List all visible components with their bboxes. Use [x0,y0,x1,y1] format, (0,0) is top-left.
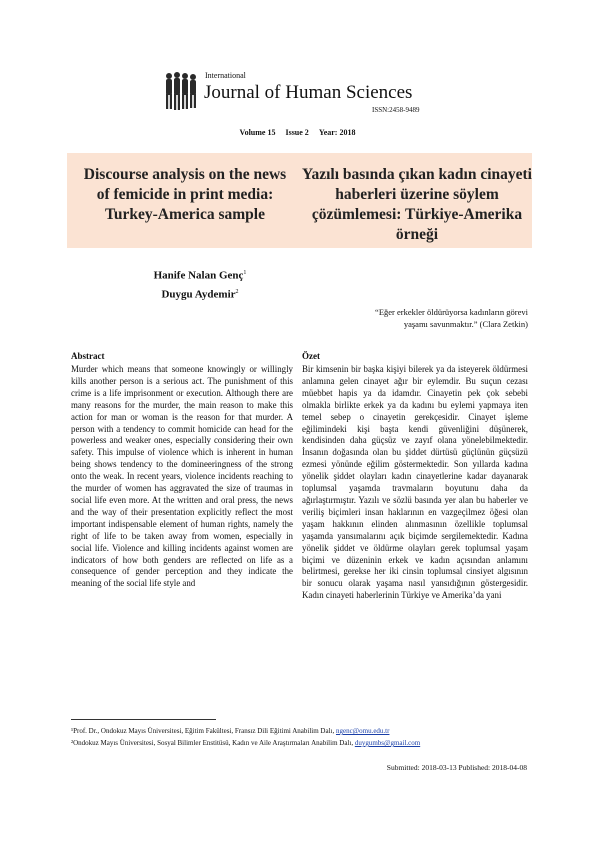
year: Year: 2018 [318,128,356,137]
article-title-turkish: Yazılı basında çıkan kadın cinayeti haberleri üzerine söylem çözümlemesi: Türkiye-Amerika örneği [302,166,532,243]
ozet-body: Bir kimsenin bir başka kişiyi bilerek ya da isteyerek öldürmesi anlamına gelen cinayet ağır bir eylemdir. Bu suçun cezası müebbet hapis ya da idamdır. Cinayetin pek çok sebebi olmakla birlikte erkek ya da kadını bu eylemi yapmaya iten temel sebep o cinayetin gerekçesidir. Cinayet işleme eğilimindeki kişi başta kendi güvenliğini düşünerek, kendisinden daha güçsüz ve zayıf olana yönelebilmektedir. İnsanın doğasında olan bu şiddet dürtüsü güçlünün güçsüzü ezmesi yönünde eğilim göstermektedir. Son yıllarda kadına yönelik şiddet olayları kadın cinayetlerine kadar dayanarak toplumsal yaşamda travmaların boyutunu daha da ağırlaştırmıştır. Yazılı ve sözlü basında yer alan bu haberler ve veriliş biçimleri insan haklarının en vazgeçilmez öğesi olan yaşam hakkının elinden alınmasının özellikle toplumsal yaşamda yansımalarını açık biçimde sergilemektedir. Kadına yönelik şiddet ve öldürme olayları gerek toplumsal yaşam biçimi ve düzeninin erkek ve kadın açısından anlamını belirtmesi, gerekse her iki cinsin toplumsal cinsiyet algısının bir sonucu olarak yaşama nasıl yansıdığının göstergesidir. Kadın cinayeti haberlerinin Türkiye ve Amerika’da yani [302,364,528,601]
volume: Volume 15 [239,128,276,137]
author-2: Duygu Aydemir$^2$ [161,288,239,301]
epigraph: “Eğer erkekler öldürüyorsa kadınların görevi yaşamı savunmaktır.” (Clara Zetkin) [375,307,528,329]
ozet-section [302,351,528,602]
abstract-body: Murder which means that someone knowingly or willingly kills another person is a serious act. The punishment of this crime is a life imprisonment or execution. Although there are many reasons for the murder, the main reason to make this action for man or woman is the reason for that murder. A person with a tendency to commit homicide can head for the powerless and weaker ones, especially considering their own safety. This impulse of violence which is inherent in human being shows tendency to the domineeringness of the strong onto the weak. In recent years, violence incidents reaching to the murder of women has aggravated the size of traumas in social life even more. At the written and oral press, the news and the way of their presentation explicitly reflect the most important indispensable element of human rights, namely the right of life to be taken away from women, especially in social life. Violence and killing incidents against women are indicators of how both genders are reflected on life as a consequence of gender perception and they indicate the meaning of the social life style and [71,364,293,589]
journal-logo [163,70,199,112]
article-title-english: Discourse analysis on the news of femicide in print media: Turkey-America sample [83,166,287,223]
footnote-2: ²Ondokuz Mayıs Üniversitesi, Sosyal Bilimler Enstitüsü, Kadın ve Aile Araştırmaları Anabilim Dalı, duygumbs@gmail.com [71,739,421,747]
ozet-heading: Özet [302,351,320,361]
footnote-2-email-link[interactable]: duygumbs@gmail.com [354,739,421,747]
footnote-1-email-link[interactable]: ngenc@omu.edu.tr [335,727,390,735]
issue: Issue 2 [285,128,309,137]
footnote-rule [71,719,216,720]
volume-issue-year [0,128,595,137]
abstract-heading: Abstract [71,351,105,361]
journal-pretitle: International [205,71,246,80]
abstract-section [71,351,293,590]
journal-title: Journal of Human Sciences [204,82,413,103]
author-1: Hanife Nalan Genç$^1$ [153,269,247,282]
issn: ISSN:2458-9489 [372,106,420,114]
author-list [100,265,300,302]
submission-dates: Submitted: 2018-03-13 Published: 2018-04-08 [386,763,527,772]
footnote-1: ¹Prof. Dr., Ondokuz Mayıs Üniversitesi, Eğitim Fakültesi, Fransız Dili Eğitimi Anabilim Dalı, ngenc@omu.edu.tr [71,727,390,735]
